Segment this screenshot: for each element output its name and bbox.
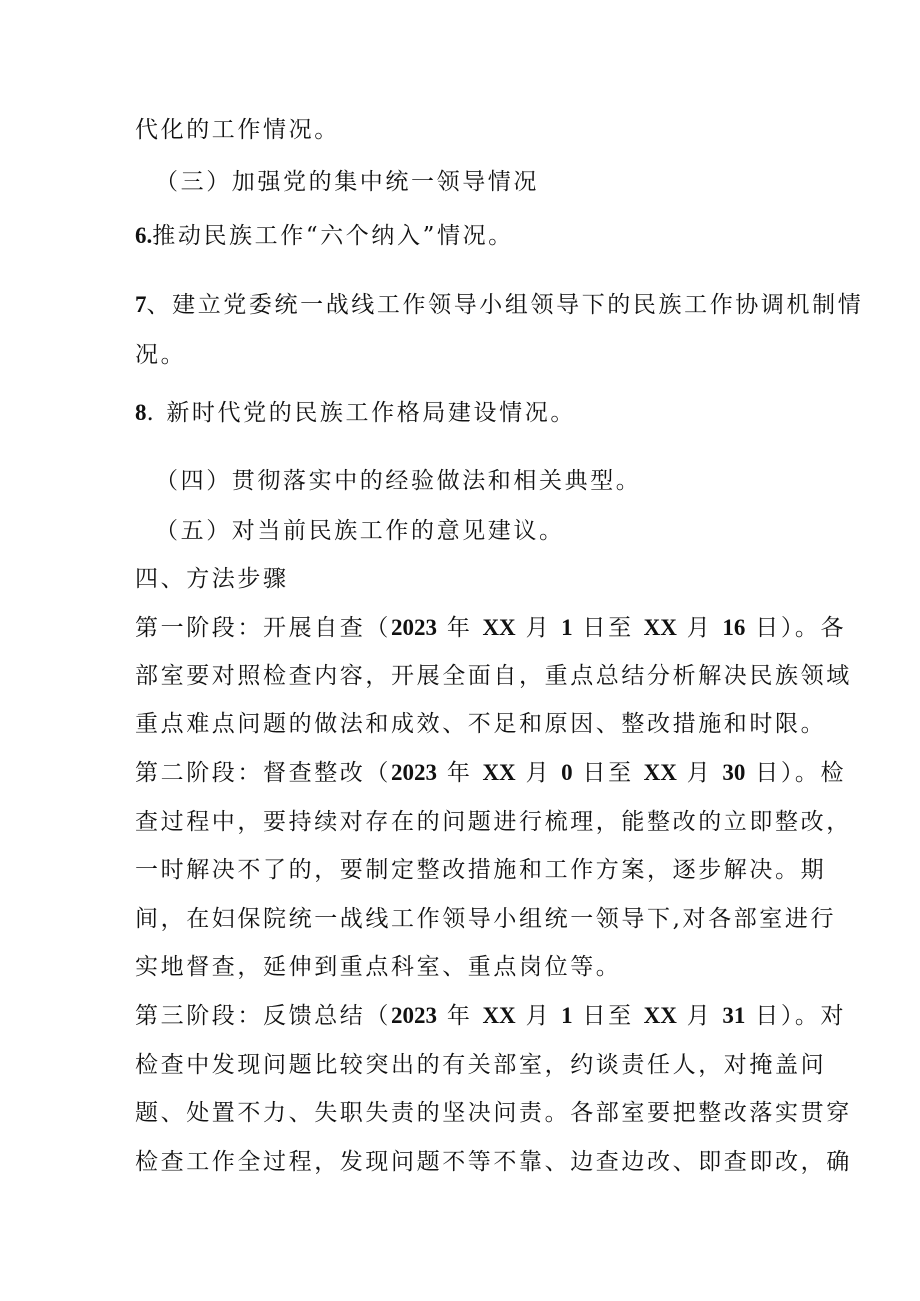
stage-3-heading: 第三阶段：反馈总结（2023 年 XX 月 1 日至 XX 月 31 日）。对 [135,1003,847,1029]
section-heading-5: （五）对当前民族工作的意见建议。 [155,518,565,544]
paragraph-line: 间，在妇保院统一战线工作领导小组统一领导下,对各部室进行 [135,906,837,932]
section-heading-4: （四）贯彻落实中的经验做法和相关典型。 [155,468,642,494]
paragraph-line: 查过程中，要持续对存在的问题进行梳理，能整改的立即整改， [135,809,852,835]
paragraph-line: 部室要对照检查内容，开展全面自，重点总结分析解决民族领域 [135,663,852,689]
section-heading-methods: 四、方法步骤 [135,566,289,592]
paragraph-line: 一时解决不了的，要制定整改措施和工作方案，逐步解决。期 [135,857,827,883]
paragraph-line: 检查中发现问题比较突出的有关部室，约谈责任人，对掩盖问 [135,1052,827,1078]
stage-1-heading: 第一阶段：开展自查（2023 年 XX 月 1 日至 XX 月 16 日）。各 [135,615,847,641]
paragraph-line: 重点难点问题的做法和成效、不足和原因、整改措施和时限。 [135,711,827,737]
paragraph-line: 检查工作全过程，发现问题不等不靠、边查边改、即查即改，确 [135,1149,852,1175]
item-7: 7、建立党委统一战线工作领导小组领导下的民族工作协调机制情 [135,292,864,318]
item-6: 6.推动民族工作“六个纳入”情况。 [135,223,514,249]
paragraph-line: 实地督查，延伸到重点科室、重点岗位等。 [135,954,622,980]
paragraph-line: 况。 [135,342,187,368]
paragraph-line: 题、处置不力、失职失责的坚决问责。各部室要把整改落实贯穿 [135,1100,852,1126]
paragraph-line: 代化的工作情况。 [135,117,340,143]
section-heading-3: （三）加强党的集中统一领导情况 [155,169,539,195]
item-8: 8. 新时代党的民族工作格局建设情况。 [135,400,576,426]
stage-2-heading: 第二阶段：督查整改（2023 年 XX 月 0 日至 XX 月 30 日）。检 [135,760,847,786]
